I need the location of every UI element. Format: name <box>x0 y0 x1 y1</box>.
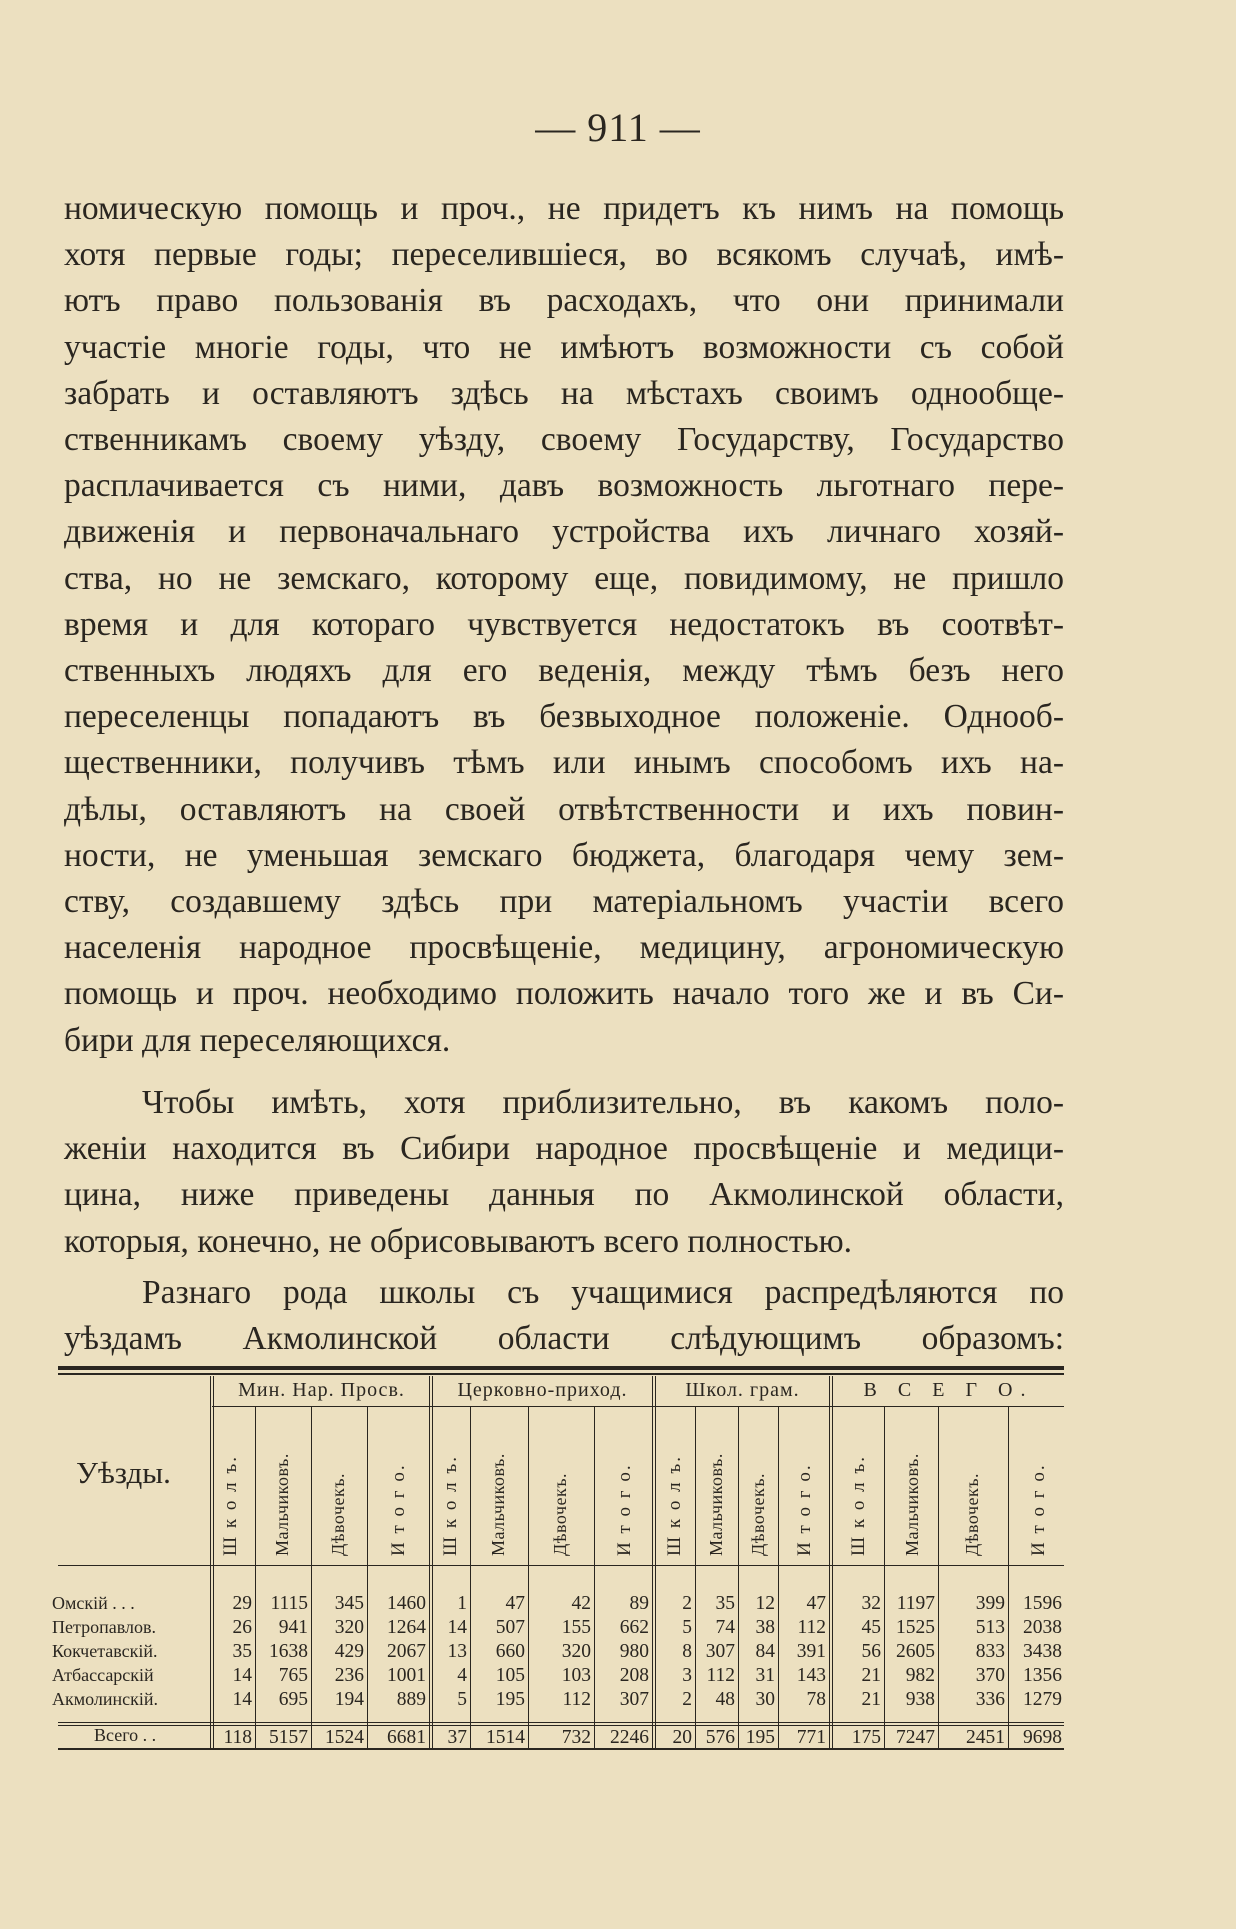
subheader-itogo: И т о г о. <box>388 1463 409 1556</box>
table-cell: 391 <box>796 1641 826 1662</box>
col-divider <box>311 1406 312 1750</box>
table-cell: 143 <box>796 1665 826 1686</box>
subheader-devochek: Дѣвочекъ. <box>550 1472 570 1556</box>
paragraph-2 <box>64 1080 1064 1265</box>
table-top-rule-thin <box>58 1373 1064 1375</box>
table-cell: 155 <box>561 1617 591 1638</box>
total-cell: 732 <box>561 1727 591 1748</box>
table-cell: 103 <box>561 1665 591 1686</box>
table-cell: 660 <box>495 1641 525 1662</box>
table-cell: 4 <box>457 1665 467 1686</box>
group-header-min-nar-pros: Мин. Нар. Просв. <box>238 1379 405 1401</box>
subheader-malchikov: Мальчиковъ. <box>272 1453 292 1556</box>
table-cell: 8 <box>682 1641 692 1662</box>
text-line: расплачивается съ ними, давъ возможность льготнаго пере- <box>64 467 1064 505</box>
table-cell: 320 <box>334 1617 364 1638</box>
table-cell: 889 <box>396 1689 426 1710</box>
text-line: ственныхъ людяхъ для его веденія, между тѣмъ безъ него <box>64 652 1064 690</box>
text-line: участіе многіе годы, что не имѣютъ возможности съ собой <box>64 328 1064 366</box>
text-line: Чтобы имѣть, хотя приблизительно, въ какомъ поло- <box>142 1084 1064 1121</box>
col-divider <box>470 1406 471 1750</box>
total-cell: 1514 <box>486 1727 525 1748</box>
total-cell: 175 <box>851 1727 881 1748</box>
schools-table <box>52 1366 1064 1750</box>
table-cell: 21 <box>861 1665 881 1686</box>
total-cell: 6681 <box>387 1727 426 1748</box>
paragraph-1 <box>64 186 1064 1064</box>
table-cell: 2605 <box>896 1641 935 1662</box>
table-cell: 38 <box>755 1617 775 1638</box>
subheader-itogo: И т о г о. <box>794 1463 815 1556</box>
col-divider <box>1008 1406 1009 1750</box>
table-cell: 662 <box>619 1617 649 1638</box>
table-cell: 13 <box>447 1641 467 1662</box>
table-cell: 1115 <box>270 1593 308 1614</box>
table-cell: 1 <box>457 1593 467 1614</box>
total-rule-1 <box>58 1722 1064 1723</box>
col-divider <box>255 1406 256 1750</box>
table-cell: 2 <box>682 1689 692 1710</box>
row-label-atbassar: Атбассарскій <box>52 1665 154 1685</box>
group-header-rule <box>212 1406 1064 1407</box>
total-cell: 576 <box>705 1727 735 1748</box>
table-cell: 336 <box>975 1689 1005 1710</box>
table-cell: 112 <box>797 1617 826 1638</box>
table-cell: 35 <box>715 1593 735 1614</box>
total-cell: 37 <box>447 1727 467 1748</box>
text-line: цина, ниже приведены данныя по Акмолинской области, <box>64 1176 1064 1214</box>
table-cell: 1197 <box>896 1593 935 1614</box>
subheader-itogo: И т о г о. <box>614 1463 635 1556</box>
table-cell: 1279 <box>1023 1689 1062 1710</box>
table-cell: 5 <box>682 1617 692 1638</box>
total-cell: 20 <box>672 1727 692 1748</box>
table-cell: 2038 <box>1023 1617 1062 1638</box>
table-cell: 1596 <box>1023 1593 1062 1614</box>
table-cell: 980 <box>619 1641 649 1662</box>
text-line: ству, создавшему здѣсь при матеріальномъ участіи всего <box>64 883 1064 921</box>
col-divider <box>778 1406 779 1750</box>
row-label-kokchetav: Кокчетавскій. <box>52 1641 158 1661</box>
table-cell: 208 <box>619 1665 649 1686</box>
table-cell: 507 <box>495 1617 525 1638</box>
total-cell: 7247 <box>896 1727 935 1748</box>
col-divider <box>652 1376 653 1750</box>
table-cell: 47 <box>806 1593 826 1614</box>
subheader-shkol: Ш к о л ъ. <box>664 1455 685 1556</box>
text-line: ютъ право пользованія въ расходахъ, что они принимали <box>64 282 1064 320</box>
text-line: дѣлы, оставляютъ на своей отвѣтственности и ихъ повин- <box>64 790 1064 828</box>
total-rule-2 <box>58 1725 1064 1726</box>
table-cell: 2067 <box>387 1641 426 1662</box>
total-cell: 771 <box>796 1727 826 1748</box>
table-cell: 2 <box>682 1593 692 1614</box>
table-cell: 236 <box>334 1665 364 1686</box>
header-bottom-rule <box>58 1565 1064 1566</box>
table-cell: 3 <box>682 1665 692 1686</box>
table-cell: 941 <box>278 1617 308 1638</box>
row-label-petropavlovsk: Петропавлов. <box>52 1617 156 1637</box>
table-cell: 429 <box>334 1641 364 1662</box>
col-divider <box>884 1406 885 1750</box>
table-cell: 56 <box>861 1641 881 1662</box>
col-divider <box>695 1406 696 1750</box>
text-line: бири для переселяющихся. <box>64 1021 451 1059</box>
total-cell: 9698 <box>1023 1727 1062 1748</box>
text-line: номическую помощь и проч., не придетъ къ нимъ на помощь <box>64 190 1064 227</box>
text-line: щественники, получивъ тѣмъ или инымъ способомъ ихъ на- <box>64 744 1064 782</box>
subheader-malchikov: Мальчиковъ. <box>902 1453 922 1556</box>
table-cell: 78 <box>806 1689 826 1710</box>
subheader-shkol: Ш к о л ъ. <box>848 1455 869 1556</box>
table-cell: 695 <box>278 1689 308 1710</box>
table-cell: 1460 <box>387 1593 426 1614</box>
table-cell: 307 <box>619 1689 649 1710</box>
table-cell: 105 <box>495 1665 525 1686</box>
subheader-malchikov: Мальчиковъ. <box>706 1453 726 1556</box>
page-number: — 911 — <box>535 105 701 150</box>
total-cell: 195 <box>745 1727 775 1748</box>
col-divider <box>367 1406 368 1750</box>
col-divider <box>594 1406 595 1750</box>
table-cell: 30 <box>755 1689 775 1710</box>
subheader-shkol: Ш к о л ъ. <box>440 1455 461 1556</box>
table-cell: 21 <box>861 1689 881 1710</box>
text-line: переселенцы попадаютъ въ безвыходное положеніе. Однооб- <box>64 698 1064 736</box>
subheader-devochek: Дѣвочекъ. <box>748 1472 768 1556</box>
text-line: которыя, конечно, не обрисовываютъ всего полностью. <box>64 1222 853 1260</box>
col-divider <box>832 1376 833 1750</box>
text-line: хотя первые годы; переселившіеся, во всякомъ случаѣ, имѣ- <box>64 236 1064 274</box>
table-cell: 5 <box>457 1689 467 1710</box>
text-line: ства, но не земскаго, которому еще, повидимому, не пришло <box>64 559 1064 597</box>
text-line: забрать и оставляютъ здѣсь на мѣстахъ своимъ однообще- <box>64 374 1064 412</box>
col-divider <box>655 1376 656 1750</box>
table-cell: 3438 <box>1023 1641 1062 1662</box>
table-cell: 47 <box>505 1593 525 1614</box>
table-cell: 31 <box>755 1665 775 1686</box>
col-divider <box>829 1376 830 1750</box>
table-cell: 14 <box>232 1665 252 1686</box>
subheader-malchikov: Мальчиковъ. <box>488 1453 508 1556</box>
table-cell: 26 <box>232 1617 252 1638</box>
text-line: уѣздамъ Акмолинской области слѣдующимъ образомъ: <box>64 1320 1064 1358</box>
table-cell: 833 <box>975 1641 1005 1662</box>
table-cell: 14 <box>447 1617 467 1638</box>
subheader-shkol: Ш к о л ъ. <box>220 1455 241 1556</box>
table-cell: 320 <box>561 1641 591 1662</box>
table-cell: 370 <box>975 1665 1005 1686</box>
table-cell: 1264 <box>387 1617 426 1638</box>
total-cell: 118 <box>223 1727 252 1748</box>
text-line: ственникамъ своему уѣзду, своему Государству, Государство <box>64 421 1064 459</box>
table-cell: 938 <box>905 1689 935 1710</box>
text-line: время и для котораго чувствуется недостатокъ въ соотвѣт- <box>64 605 1064 643</box>
total-cell: 1524 <box>325 1727 364 1748</box>
col-divider <box>528 1406 529 1750</box>
table-cell: 45 <box>861 1617 881 1638</box>
table-cell: 35 <box>232 1641 252 1662</box>
table-cell: 29 <box>232 1593 252 1614</box>
subheader-devochek: Дѣвочекъ. <box>962 1472 982 1556</box>
col-divider <box>210 1376 211 1750</box>
text-line: ности, не уменьшая земскаго бюджета, благодаря чему зем- <box>64 836 1064 874</box>
row-label-akmolinsk: Акмолинскій. <box>52 1689 159 1709</box>
subheader-devochek: Дѣвочекъ. <box>328 1472 348 1556</box>
row-label-total: Всего . . <box>94 1725 157 1745</box>
col-divider <box>938 1406 939 1750</box>
text-line: Разнаго рода школы съ учащимися распредѣляются по <box>142 1274 1064 1311</box>
table-cell: 982 <box>905 1665 935 1686</box>
subheader-itogo: И т о г о. <box>1028 1463 1049 1556</box>
table-cell: 12 <box>755 1593 775 1614</box>
row-header-uezdy: Уѣзды. <box>76 1455 171 1490</box>
total-cell: 2451 <box>966 1727 1005 1748</box>
table-cell: 1638 <box>269 1641 308 1662</box>
row-label-omsk: Омскій . . . <box>52 1593 135 1613</box>
table-cell: 84 <box>755 1641 775 1662</box>
text-line: движенія и первоначальнаго устройства ихъ личнаго хозяй- <box>64 513 1064 551</box>
table-cell: 48 <box>715 1689 735 1710</box>
col-divider <box>213 1376 214 1750</box>
col-divider <box>429 1376 430 1750</box>
paragraph-3 <box>64 1270 1064 1362</box>
table-cell: 513 <box>975 1617 1005 1638</box>
table-cell: 42 <box>571 1593 591 1614</box>
table-cell: 399 <box>975 1593 1005 1614</box>
table-cell: 307 <box>705 1641 735 1662</box>
table-cell: 32 <box>861 1593 881 1614</box>
total-cell: 2246 <box>610 1727 649 1748</box>
table-cell: 345 <box>334 1593 364 1614</box>
table-top-rule <box>58 1366 1064 1370</box>
total-cell: 5157 <box>269 1727 308 1748</box>
group-header-vsego: В С Е Г О. <box>863 1379 1034 1401</box>
table-cell: 765 <box>278 1665 308 1686</box>
text-line: населенія народное просвѣщеніе, медицину, агрономическую <box>64 929 1064 967</box>
table-cell: 1001 <box>387 1665 426 1686</box>
table-cell: 194 <box>334 1689 364 1710</box>
table-cell: 14 <box>232 1689 252 1710</box>
table-cell: 89 <box>629 1593 649 1614</box>
table-cell: 112 <box>562 1689 591 1710</box>
table-cell: 195 <box>495 1689 525 1710</box>
text-line: помощь и проч. необходимо положить начало того же и въ Си- <box>64 975 1064 1013</box>
table-cell: 1356 <box>1023 1665 1062 1686</box>
group-header-tserkovno-prikhod: Церковно-приход. <box>457 1379 628 1401</box>
col-divider <box>432 1376 433 1750</box>
table-cell: 74 <box>715 1617 735 1638</box>
table-cell: 1525 <box>896 1617 935 1638</box>
group-header-shkol-gram: Школ. грам. <box>685 1379 800 1401</box>
col-divider <box>738 1406 739 1750</box>
text-line: женіи находится въ Сибири народное просвѣщеніе и медици- <box>64 1130 1064 1168</box>
table-cell: 112 <box>706 1665 735 1686</box>
